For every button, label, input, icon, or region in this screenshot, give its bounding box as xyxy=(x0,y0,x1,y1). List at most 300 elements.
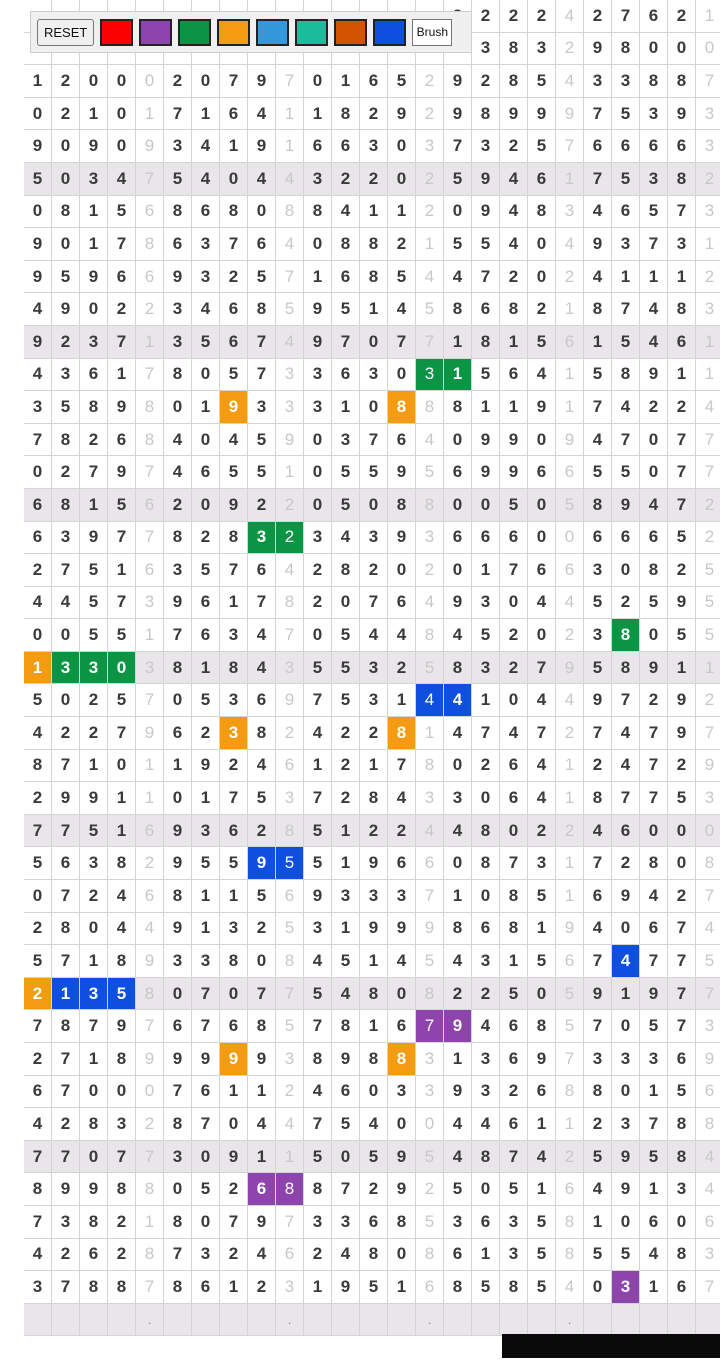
grid-cell[interactable]: 2 xyxy=(80,880,108,913)
grid-cell[interactable]: 0 xyxy=(668,847,696,880)
grid-cell[interactable]: 5 xyxy=(416,293,444,326)
grid-cell[interactable]: 5 xyxy=(528,326,556,359)
grid-cell[interactable]: 0 xyxy=(304,65,332,98)
grid-cell[interactable]: 7 xyxy=(668,424,696,457)
grid-cell[interactable]: 0 xyxy=(444,554,472,587)
grid-cell[interactable]: 0 xyxy=(528,228,556,261)
grid-cell[interactable]: 2 xyxy=(416,98,444,131)
grid-cell[interactable]: 0 xyxy=(220,978,248,1011)
grid-cell[interactable]: 1 xyxy=(80,750,108,783)
grid-cell[interactable]: 6 xyxy=(304,130,332,163)
grid-cell[interactable]: 0 xyxy=(164,1173,192,1206)
grid-cell[interactable]: 2 xyxy=(192,522,220,555)
grid-cell[interactable]: 5 xyxy=(640,587,668,620)
grid-cell[interactable]: 4 xyxy=(136,913,164,946)
grid-cell[interactable]: 8 xyxy=(248,1010,276,1043)
grid-cell[interactable]: 6 xyxy=(500,750,528,783)
grid-cell[interactable]: 6 xyxy=(332,1076,360,1109)
grid-cell[interactable]: 4 xyxy=(556,65,584,98)
grid-cell[interactable]: 0 xyxy=(192,65,220,98)
grid-cell[interactable]: 0 xyxy=(108,65,136,98)
grid-cell[interactable]: 0 xyxy=(108,130,136,163)
grid-cell[interactable]: 2 xyxy=(472,0,500,33)
grid-cell[interactable]: 2 xyxy=(52,65,80,98)
grid-cell[interactable]: 7 xyxy=(696,978,720,1011)
grid-cell[interactable]: 1 xyxy=(696,0,720,33)
grid-cell[interactable]: 8 xyxy=(332,98,360,131)
grid-cell[interactable]: 4 xyxy=(472,1108,500,1141)
grid-cell[interactable]: 8 xyxy=(416,1239,444,1272)
grid-cell[interactable]: 8 xyxy=(640,554,668,587)
grid-cell[interactable]: 8 xyxy=(612,619,640,652)
grid-cell[interactable]: 1 xyxy=(360,1010,388,1043)
grid-cell[interactable]: 8 xyxy=(164,196,192,229)
grid-cell[interactable]: 0 xyxy=(108,652,136,685)
grid-cell[interactable]: 5 xyxy=(556,489,584,522)
grid-cell[interactable]: 4 xyxy=(276,1108,304,1141)
grid-cell[interactable]: 0 xyxy=(52,130,80,163)
grid-cell[interactable]: 3 xyxy=(472,33,500,66)
grid-cell[interactable]: 5 xyxy=(24,684,52,717)
grid-cell[interactable]: 7 xyxy=(108,228,136,261)
grid-cell[interactable]: 4 xyxy=(584,815,612,848)
grid-cell[interactable]: 4 xyxy=(332,196,360,229)
grid-cell[interactable]: 7 xyxy=(304,782,332,815)
grid-cell[interactable]: 7 xyxy=(52,945,80,978)
grid-cell[interactable]: 4 xyxy=(556,684,584,717)
grid-cell[interactable]: 3 xyxy=(472,587,500,620)
grid-cell[interactable]: 0 xyxy=(80,293,108,326)
grid-cell[interactable]: 9 xyxy=(668,717,696,750)
grid-cell[interactable]: 2 xyxy=(584,750,612,783)
grid-cell[interactable]: 8 xyxy=(360,1239,388,1272)
grid-cell[interactable]: 5 xyxy=(416,945,444,978)
grid-cell[interactable]: 3 xyxy=(416,359,444,392)
grid-cell[interactable]: 9 xyxy=(80,1173,108,1206)
grid-cell[interactable]: 8 xyxy=(136,1173,164,1206)
grid-cell[interactable]: 8 xyxy=(640,65,668,98)
grid-cell[interactable]: 7 xyxy=(24,1141,52,1174)
grid-cell[interactable]: 4 xyxy=(52,587,80,620)
grid-cell[interactable]: 1 xyxy=(416,228,444,261)
grid-cell[interactable]: 9 xyxy=(220,391,248,424)
grid-cell[interactable]: 4 xyxy=(24,359,52,392)
grid-cell[interactable]: 6 xyxy=(612,196,640,229)
grid-cell[interactable]: 2 xyxy=(220,1173,248,1206)
grid-cell[interactable]: 0 xyxy=(52,619,80,652)
grid-cell[interactable]: 5 xyxy=(472,359,500,392)
grid-cell[interactable]: 8 xyxy=(472,847,500,880)
grid-cell[interactable]: 1 xyxy=(332,847,360,880)
grid-cell[interactable]: 6 xyxy=(136,489,164,522)
grid-cell-empty[interactable] xyxy=(668,1304,696,1337)
grid-cell[interactable]: 2 xyxy=(612,847,640,880)
grid-cell[interactable]: 0 xyxy=(388,1239,416,1272)
grid-cell[interactable]: 2 xyxy=(220,1239,248,1272)
grid-cell[interactable]: 3 xyxy=(584,65,612,98)
grid-cell[interactable]: 7 xyxy=(52,750,80,783)
grid-cell-empty[interactable] xyxy=(332,1304,360,1337)
grid-cell[interactable]: 4 xyxy=(444,684,472,717)
grid-cell[interactable]: 2 xyxy=(528,0,556,33)
grid-cell[interactable]: 7 xyxy=(220,782,248,815)
grid-cell[interactable]: 7 xyxy=(52,1076,80,1109)
grid-cell[interactable]: 6 xyxy=(136,196,164,229)
grid-cell[interactable]: 9 xyxy=(444,1010,472,1043)
grid-cell[interactable]: 7 xyxy=(388,326,416,359)
grid-cell[interactable]: 4 xyxy=(584,1173,612,1206)
grid-cell[interactable]: 6 xyxy=(668,130,696,163)
grid-cell[interactable]: 5 xyxy=(500,1173,528,1206)
grid-cell[interactable]: 7 xyxy=(668,913,696,946)
grid-cell[interactable]: 8 xyxy=(612,33,640,66)
grid-cell[interactable]: 1 xyxy=(584,326,612,359)
grid-cell[interactable]: 5 xyxy=(416,456,444,489)
grid-cell[interactable]: 8 xyxy=(584,1076,612,1109)
grid-cell[interactable]: 5 xyxy=(248,880,276,913)
grid-cell[interactable]: 3 xyxy=(584,619,612,652)
grid-cell[interactable]: 5 xyxy=(500,978,528,1011)
grid-cell[interactable]: 1 xyxy=(332,391,360,424)
grid-cell[interactable]: 0 xyxy=(668,33,696,66)
grid-cell[interactable]: 7 xyxy=(472,717,500,750)
grid-cell[interactable]: 9 xyxy=(668,98,696,131)
grid-cell[interactable]: 3 xyxy=(668,228,696,261)
grid-cell[interactable]: 9 xyxy=(444,65,472,98)
grid-cell[interactable]: 1 xyxy=(556,1108,584,1141)
grid-cell[interactable]: 4 xyxy=(192,163,220,196)
grid-cell[interactable]: 2 xyxy=(500,0,528,33)
grid-cell[interactable]: 2 xyxy=(304,587,332,620)
grid-cell[interactable]: 6 xyxy=(556,554,584,587)
grid-cell[interactable]: 5 xyxy=(472,1271,500,1304)
grid-cell[interactable]: 7 xyxy=(52,880,80,913)
grid-cell[interactable]: 2 xyxy=(696,163,720,196)
grid-cell[interactable]: 8 xyxy=(360,782,388,815)
grid-cell[interactable]: 1 xyxy=(192,913,220,946)
grid-cell[interactable]: 4 xyxy=(444,1141,472,1174)
grid-cell[interactable]: 9 xyxy=(164,587,192,620)
grid-cell[interactable]: 7 xyxy=(444,130,472,163)
grid-cell[interactable]: 3 xyxy=(332,1206,360,1239)
grid-cell[interactable]: 0 xyxy=(528,424,556,457)
grid-cell-empty[interactable] xyxy=(696,1304,720,1337)
grid-cell[interactable]: 7 xyxy=(612,293,640,326)
grid-cell[interactable]: 7 xyxy=(24,424,52,457)
grid-cell[interactable]: 4 xyxy=(696,1141,720,1174)
grid-cell[interactable]: 6 xyxy=(192,1076,220,1109)
grid-cell[interactable]: 3 xyxy=(276,652,304,685)
grid-cell[interactable]: 1 xyxy=(248,1076,276,1109)
grid-cell[interactable]: 6 xyxy=(388,847,416,880)
grid-cell[interactable]: 9 xyxy=(24,326,52,359)
grid-cell[interactable]: 6 xyxy=(248,1173,276,1206)
grid-cell[interactable]: 5 xyxy=(388,261,416,294)
grid-cell[interactable]: 2 xyxy=(52,1108,80,1141)
grid-cell[interactable]: 5 xyxy=(500,489,528,522)
grid-cell[interactable]: 7 xyxy=(276,1206,304,1239)
grid-cell[interactable]: 0 xyxy=(528,978,556,1011)
grid-cell[interactable]: 0 xyxy=(192,1141,220,1174)
grid-cell[interactable]: 1 xyxy=(556,359,584,392)
grid-cell[interactable]: 8 xyxy=(24,750,52,783)
grid-cell[interactable]: 2 xyxy=(248,489,276,522)
grid-cell[interactable]: 7 xyxy=(108,1141,136,1174)
grid-cell[interactable]: 4 xyxy=(584,261,612,294)
grid-cell[interactable]: 7 xyxy=(108,522,136,555)
grid-cell[interactable]: 3 xyxy=(416,130,444,163)
grid-cell[interactable]: 4 xyxy=(24,587,52,620)
grid-cell[interactable]: 9 xyxy=(248,65,276,98)
grid-cell[interactable]: 8 xyxy=(388,1043,416,1076)
grid-cell[interactable]: 4 xyxy=(584,913,612,946)
grid-cell-empty[interactable] xyxy=(388,1304,416,1337)
grid-cell[interactable]: 4 xyxy=(164,456,192,489)
grid-cell[interactable]: 6 xyxy=(276,880,304,913)
grid-cell[interactable]: 7 xyxy=(136,359,164,392)
grid-cell[interactable]: 0 xyxy=(388,130,416,163)
grid-cell[interactable]: 8 xyxy=(248,293,276,326)
grid-cell[interactable]: 0 xyxy=(472,489,500,522)
grid-cell[interactable]: 8 xyxy=(52,424,80,457)
grid-cell[interactable]: 9 xyxy=(164,815,192,848)
grid-cell[interactable]: 4 xyxy=(304,945,332,978)
grid-cell[interactable]: 6 xyxy=(444,456,472,489)
grid-cell[interactable]: 7 xyxy=(584,717,612,750)
grid-cell[interactable]: 1 xyxy=(304,261,332,294)
grid-cell[interactable]: 7 xyxy=(276,978,304,1011)
grid-cell[interactable]: 1 xyxy=(332,65,360,98)
grid-cell[interactable]: 7 xyxy=(136,456,164,489)
grid-cell[interactable]: 2 xyxy=(332,717,360,750)
grid-cell[interactable]: 5 xyxy=(276,847,304,880)
grid-cell[interactable]: 5 xyxy=(108,978,136,1011)
grid-cell[interactable]: 3 xyxy=(164,293,192,326)
grid-cell[interactable]: 1 xyxy=(136,782,164,815)
grid-cell[interactable]: 5 xyxy=(528,1271,556,1304)
grid-cell[interactable]: 0 xyxy=(164,782,192,815)
grid-cell[interactable]: 5 xyxy=(332,684,360,717)
grid-cell[interactable]: 4 xyxy=(528,782,556,815)
grid-cell[interactable]: 5 xyxy=(192,1173,220,1206)
grid-cell[interactable]: 2 xyxy=(584,0,612,33)
grid-cell[interactable]: 4 xyxy=(108,163,136,196)
grid-cell[interactable]: 8 xyxy=(164,1271,192,1304)
grid-cell[interactable]: 0 xyxy=(388,1108,416,1141)
grid-cell[interactable]: 3 xyxy=(612,228,640,261)
grid-cell[interactable]: 8 xyxy=(52,913,80,946)
grid-cell[interactable]: 0 xyxy=(304,619,332,652)
grid-cell[interactable]: 0 xyxy=(500,815,528,848)
grid-cell[interactable]: 4 xyxy=(164,424,192,457)
grid-cell[interactable]: 5 xyxy=(248,782,276,815)
grid-cell[interactable]: 1 xyxy=(444,359,472,392)
grid-cell[interactable]: 7 xyxy=(52,1141,80,1174)
grid-cell[interactable]: 6 xyxy=(640,130,668,163)
grid-cell[interactable]: 4 xyxy=(640,880,668,913)
grid-cell[interactable]: 6 xyxy=(556,326,584,359)
grid-cell[interactable]: 8 xyxy=(416,489,444,522)
grid-cell[interactable]: 1 xyxy=(556,163,584,196)
grid-cell[interactable]: 1 xyxy=(668,652,696,685)
grid-cell[interactable]: 5 xyxy=(584,359,612,392)
grid-cell[interactable]: 8 xyxy=(556,1206,584,1239)
grid-cell[interactable]: 4 xyxy=(556,1271,584,1304)
grid-cell[interactable]: 0 xyxy=(388,554,416,587)
grid-cell[interactable]: 6 xyxy=(556,456,584,489)
grid-cell[interactable]: 5 xyxy=(528,880,556,913)
grid-cell[interactable]: 9 xyxy=(584,33,612,66)
grid-cell[interactable]: 0 xyxy=(192,359,220,392)
grid-cell[interactable]: 6 xyxy=(668,1271,696,1304)
grid-cell[interactable]: 1 xyxy=(52,978,80,1011)
grid-cell[interactable]: 7 xyxy=(668,945,696,978)
grid-cell[interactable]: 5 xyxy=(164,163,192,196)
grid-cell[interactable]: 7 xyxy=(696,65,720,98)
grid-cell[interactable]: 6 xyxy=(332,359,360,392)
grid-cell[interactable]: 6 xyxy=(248,684,276,717)
grid-cell[interactable]: 6 xyxy=(220,326,248,359)
grid-cell[interactable]: 7 xyxy=(668,196,696,229)
grid-cell[interactable]: 1 xyxy=(108,554,136,587)
grid-cell[interactable]: 5 xyxy=(276,293,304,326)
grid-cell[interactable]: 1 xyxy=(80,1043,108,1076)
grid-cell[interactable]: 2 xyxy=(360,1173,388,1206)
grid-cell[interactable]: 8 xyxy=(248,717,276,750)
grid-cell[interactable]: 3 xyxy=(416,782,444,815)
grid-cell[interactable]: 0 xyxy=(528,522,556,555)
grid-cell[interactable]: 3 xyxy=(304,391,332,424)
grid-cell[interactable]: 7 xyxy=(696,1271,720,1304)
grid-cell[interactable]: 4 xyxy=(612,945,640,978)
grid-cell[interactable]: 4 xyxy=(612,717,640,750)
swatch-blue[interactable] xyxy=(373,19,406,46)
grid-cell[interactable]: 4 xyxy=(220,424,248,457)
swatch-orange[interactable] xyxy=(217,19,250,46)
grid-cell[interactable]: 9 xyxy=(388,522,416,555)
grid-cell[interactable]: 9 xyxy=(220,1043,248,1076)
grid-cell[interactable]: 2 xyxy=(640,391,668,424)
grid-cell[interactable]: 0 xyxy=(52,163,80,196)
grid-cell[interactable]: 4 xyxy=(24,1239,52,1272)
grid-cell[interactable]: 5 xyxy=(696,554,720,587)
grid-cell[interactable]: 9 xyxy=(136,945,164,978)
grid-cell[interactable]: 3 xyxy=(612,1043,640,1076)
grid-cell[interactable]: 0 xyxy=(52,684,80,717)
grid-cell[interactable]: 3 xyxy=(304,163,332,196)
grid-cell[interactable]: 2 xyxy=(500,1076,528,1109)
grid-cell[interactable]: 7 xyxy=(136,1141,164,1174)
grid-cell[interactable]: 1 xyxy=(640,1173,668,1206)
grid-cell[interactable]: 1 xyxy=(164,750,192,783)
grid-cell[interactable]: 8 xyxy=(80,1108,108,1141)
grid-cell[interactable]: 9 xyxy=(332,1271,360,1304)
grid-cell[interactable]: 3 xyxy=(640,1043,668,1076)
grid-cell[interactable]: 1 xyxy=(248,1141,276,1174)
grid-cell[interactable]: 0 xyxy=(528,619,556,652)
grid-cell[interactable]: 3 xyxy=(52,359,80,392)
grid-cell[interactable]: 6 xyxy=(612,130,640,163)
grid-cell[interactable]: 2 xyxy=(556,815,584,848)
grid-cell[interactable]: 6 xyxy=(472,522,500,555)
grid-cell[interactable]: 0 xyxy=(24,456,52,489)
grid-cell[interactable]: 8 xyxy=(612,652,640,685)
grid-cell[interactable]: 8 xyxy=(416,978,444,1011)
grid-cell[interactable]: 1 xyxy=(220,880,248,913)
grid-cell[interactable]: 7 xyxy=(80,1010,108,1043)
grid-cell[interactable]: 8 xyxy=(668,1239,696,1272)
grid-cell[interactable]: 7 xyxy=(388,750,416,783)
grid-cell[interactable]: 1 xyxy=(80,489,108,522)
grid-cell[interactable]: 8 xyxy=(668,163,696,196)
grid-cell[interactable]: 5 xyxy=(584,456,612,489)
grid-cell[interactable]: 6 xyxy=(192,456,220,489)
grid-cell[interactable]: 4 xyxy=(192,293,220,326)
grid-cell[interactable]: 8 xyxy=(276,196,304,229)
grid-cell[interactable]: 8 xyxy=(640,847,668,880)
grid-cell[interactable]: 8 xyxy=(668,1108,696,1141)
grid-cell[interactable]: 6 xyxy=(388,587,416,620)
grid-cell[interactable]: 1 xyxy=(472,391,500,424)
grid-cell[interactable]: 8 xyxy=(388,1206,416,1239)
grid-cell-empty[interactable] xyxy=(24,1304,52,1337)
grid-cell[interactable]: 9 xyxy=(472,163,500,196)
grid-cell[interactable]: 4 xyxy=(444,261,472,294)
grid-cell[interactable]: 5 xyxy=(332,489,360,522)
grid-cell[interactable]: 3 xyxy=(332,424,360,457)
grid-cell[interactable]: 1 xyxy=(696,228,720,261)
grid-cell[interactable]: 2 xyxy=(416,163,444,196)
grid-cell[interactable]: 6 xyxy=(528,456,556,489)
grid-cell[interactable]: 8 xyxy=(332,1010,360,1043)
grid-cell[interactable]: 8 xyxy=(696,847,720,880)
grid-cell[interactable]: 9 xyxy=(612,1173,640,1206)
grid-cell[interactable]: 6 xyxy=(24,1076,52,1109)
reset-button[interactable]: RESET xyxy=(37,19,94,46)
grid-cell[interactable]: 1 xyxy=(108,782,136,815)
grid-cell[interactable]: 5 xyxy=(24,163,52,196)
grid-cell[interactable]: 3 xyxy=(220,913,248,946)
grid-cell[interactable]: 8 xyxy=(472,326,500,359)
grid-cell[interactable]: 7 xyxy=(304,684,332,717)
grid-cell[interactable]: 9 xyxy=(528,391,556,424)
grid-cell[interactable]: 8 xyxy=(136,391,164,424)
grid-cell[interactable]: 5 xyxy=(416,652,444,685)
grid-cell[interactable]: 9 xyxy=(360,847,388,880)
grid-cell[interactable]: 6 xyxy=(500,1108,528,1141)
grid-cell[interactable]: 3 xyxy=(248,522,276,555)
grid-cell[interactable]: 3 xyxy=(584,554,612,587)
grid-cell[interactable]: 8 xyxy=(500,33,528,66)
grid-cell[interactable]: 4 xyxy=(248,163,276,196)
swatch-sky[interactable] xyxy=(256,19,289,46)
grid-cell[interactable]: 4 xyxy=(388,619,416,652)
grid-cell[interactable]: 0 xyxy=(192,424,220,457)
grid-cell[interactable]: 0 xyxy=(332,587,360,620)
grid-cell[interactable]: 9 xyxy=(388,913,416,946)
grid-cell[interactable]: 6 xyxy=(668,326,696,359)
grid-cell[interactable]: 6 xyxy=(360,65,388,98)
grid-cell[interactable]: 4 xyxy=(500,717,528,750)
grid-cell[interactable]: 8 xyxy=(696,1108,720,1141)
grid-cell[interactable]: 5 xyxy=(416,1206,444,1239)
grid-cell[interactable]: 1 xyxy=(500,391,528,424)
grid-cell[interactable]: 7 xyxy=(108,326,136,359)
grid-cell[interactable]: 8 xyxy=(220,652,248,685)
grid-cell[interactable]: 0 xyxy=(304,456,332,489)
grid-cell[interactable]: 2 xyxy=(696,261,720,294)
grid-cell[interactable]: 7 xyxy=(192,1010,220,1043)
